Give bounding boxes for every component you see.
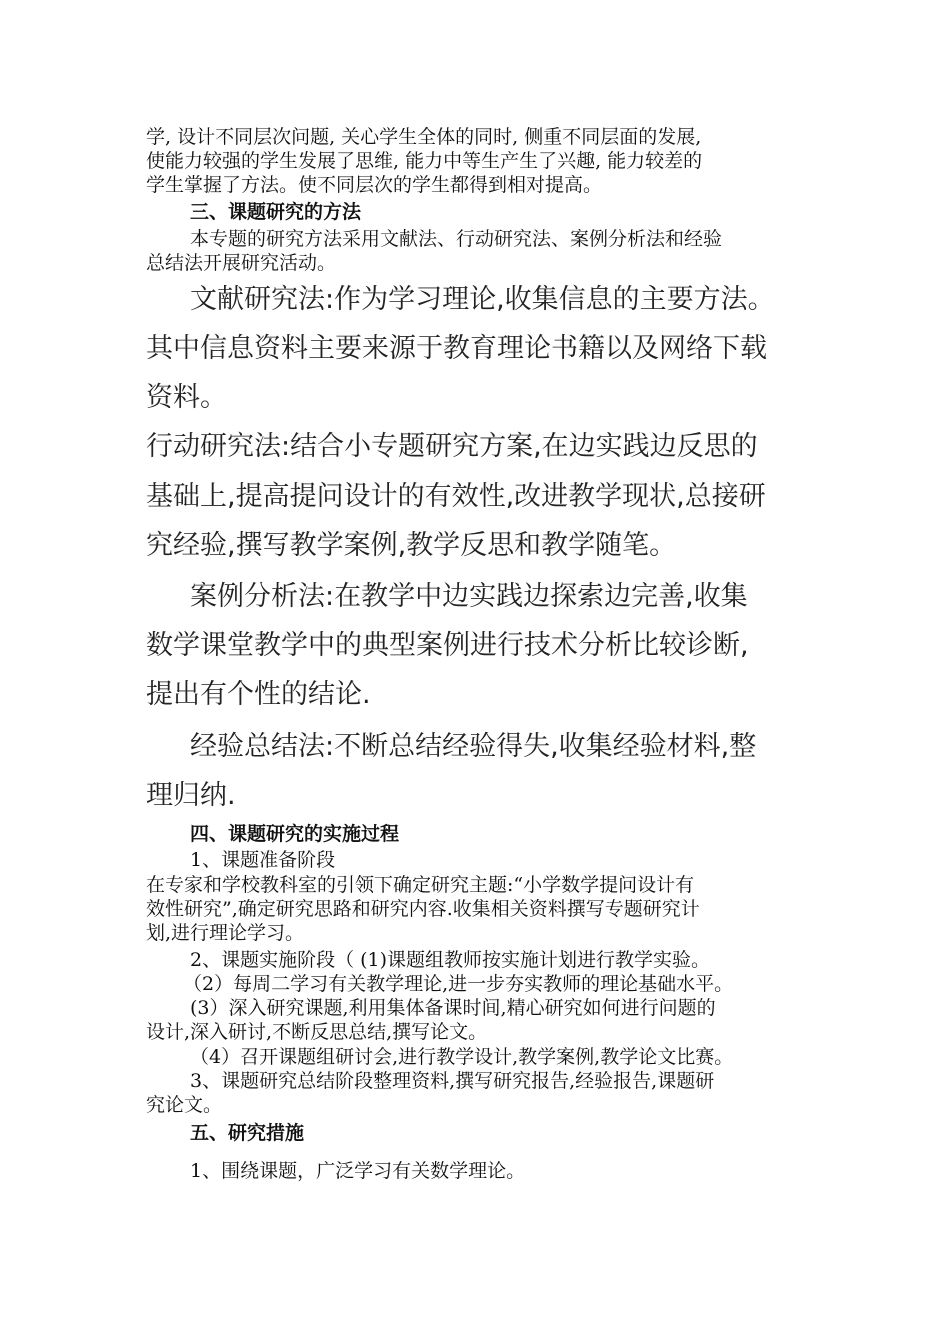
text-line-large: 行动研究法:结合小专题研究方案,在边实践边反思的	[146, 431, 758, 462]
text-line-large: 提出有个性的结论.	[146, 679, 371, 710]
text-line: （4）召开课题组研讨会,进行教学设计,教学案例,教学论文比赛。	[190, 1046, 734, 1068]
text-line: 本专题的研究方法采用文献法、行动研究法、案例分析法和经验	[190, 228, 723, 250]
text-line-large: 案例分析法:在教学中边实践边探索边完善,收集	[190, 581, 748, 612]
text-line: 设计,深入研讨,不断反思总结,撰写论文。	[146, 1021, 488, 1043]
text-line-large: 数学课堂教学中的典型案例进行技术分析比较诊断,	[146, 630, 749, 661]
section-heading-4: 四、课题研究的实施过程	[190, 823, 400, 845]
text-line-large: 基础上,提高提问设计的有效性,改进教学现状,总接研	[146, 481, 766, 512]
text-line-large: 究经验,撰写教学案例,教学反思和教学随笔。	[146, 530, 677, 561]
text-line-large: 文献研究法:作为学习理论,收集信息的主要方法。	[190, 284, 775, 315]
text-line-large: 经验总结法:不断总结经验得失,收集经验材料,整	[190, 731, 757, 762]
text-line: 1、围绕课题，广泛学习有关数学理论。	[190, 1160, 526, 1182]
text-line: 使能力较强的学生发展了思维, 能力中等生产生了兴趣, 能力较差的	[146, 150, 703, 172]
text-line: 2、课题实施阶段（ (1)课题组教师按实施计划进行教学实验。	[190, 949, 711, 971]
text-line-large: 理归纳.	[146, 780, 236, 811]
text-line-large: 资料。	[146, 382, 227, 413]
section-heading-3: 三、课题研究的方法	[190, 201, 362, 223]
text-line: 在专家和学校教科室的引领下确定研究主题:“小学数学提问设计有	[146, 874, 695, 896]
text-line: 学生掌握了方法。使不同层次的学生都得到相对提高。	[146, 174, 603, 196]
text-line: 划,进行理论学习。	[146, 922, 305, 944]
text-line: 究论文。	[146, 1094, 223, 1116]
text-line: 学, 设计不同层次问题, 关心学生全体的同时, 侧重不同层面的发展,	[146, 126, 702, 148]
text-line: 1、课题准备阶段	[190, 849, 336, 871]
text-line: 3、课题研究总结阶段整理资料,撰写研究报告,经验报告,课题研	[190, 1070, 715, 1092]
text-line: (3）深入研究课题,利用集体备课时间,精心研究如何进行问题的	[190, 997, 716, 1019]
text-line: 总结法开展研究活动。	[146, 252, 337, 274]
text-line: 效性研究”,确定研究思路和研究内容.收集相关资料撰写专题研究计	[146, 898, 700, 920]
text-line: （2）每周二学习有关教学理论,进一步夯实教师的理论基础水平。	[183, 973, 734, 995]
text-line-large: 其中信息资料主要来源于教育理论书籍以及网络下载	[146, 333, 767, 364]
section-heading-5: 五、研究措施	[190, 1122, 305, 1144]
